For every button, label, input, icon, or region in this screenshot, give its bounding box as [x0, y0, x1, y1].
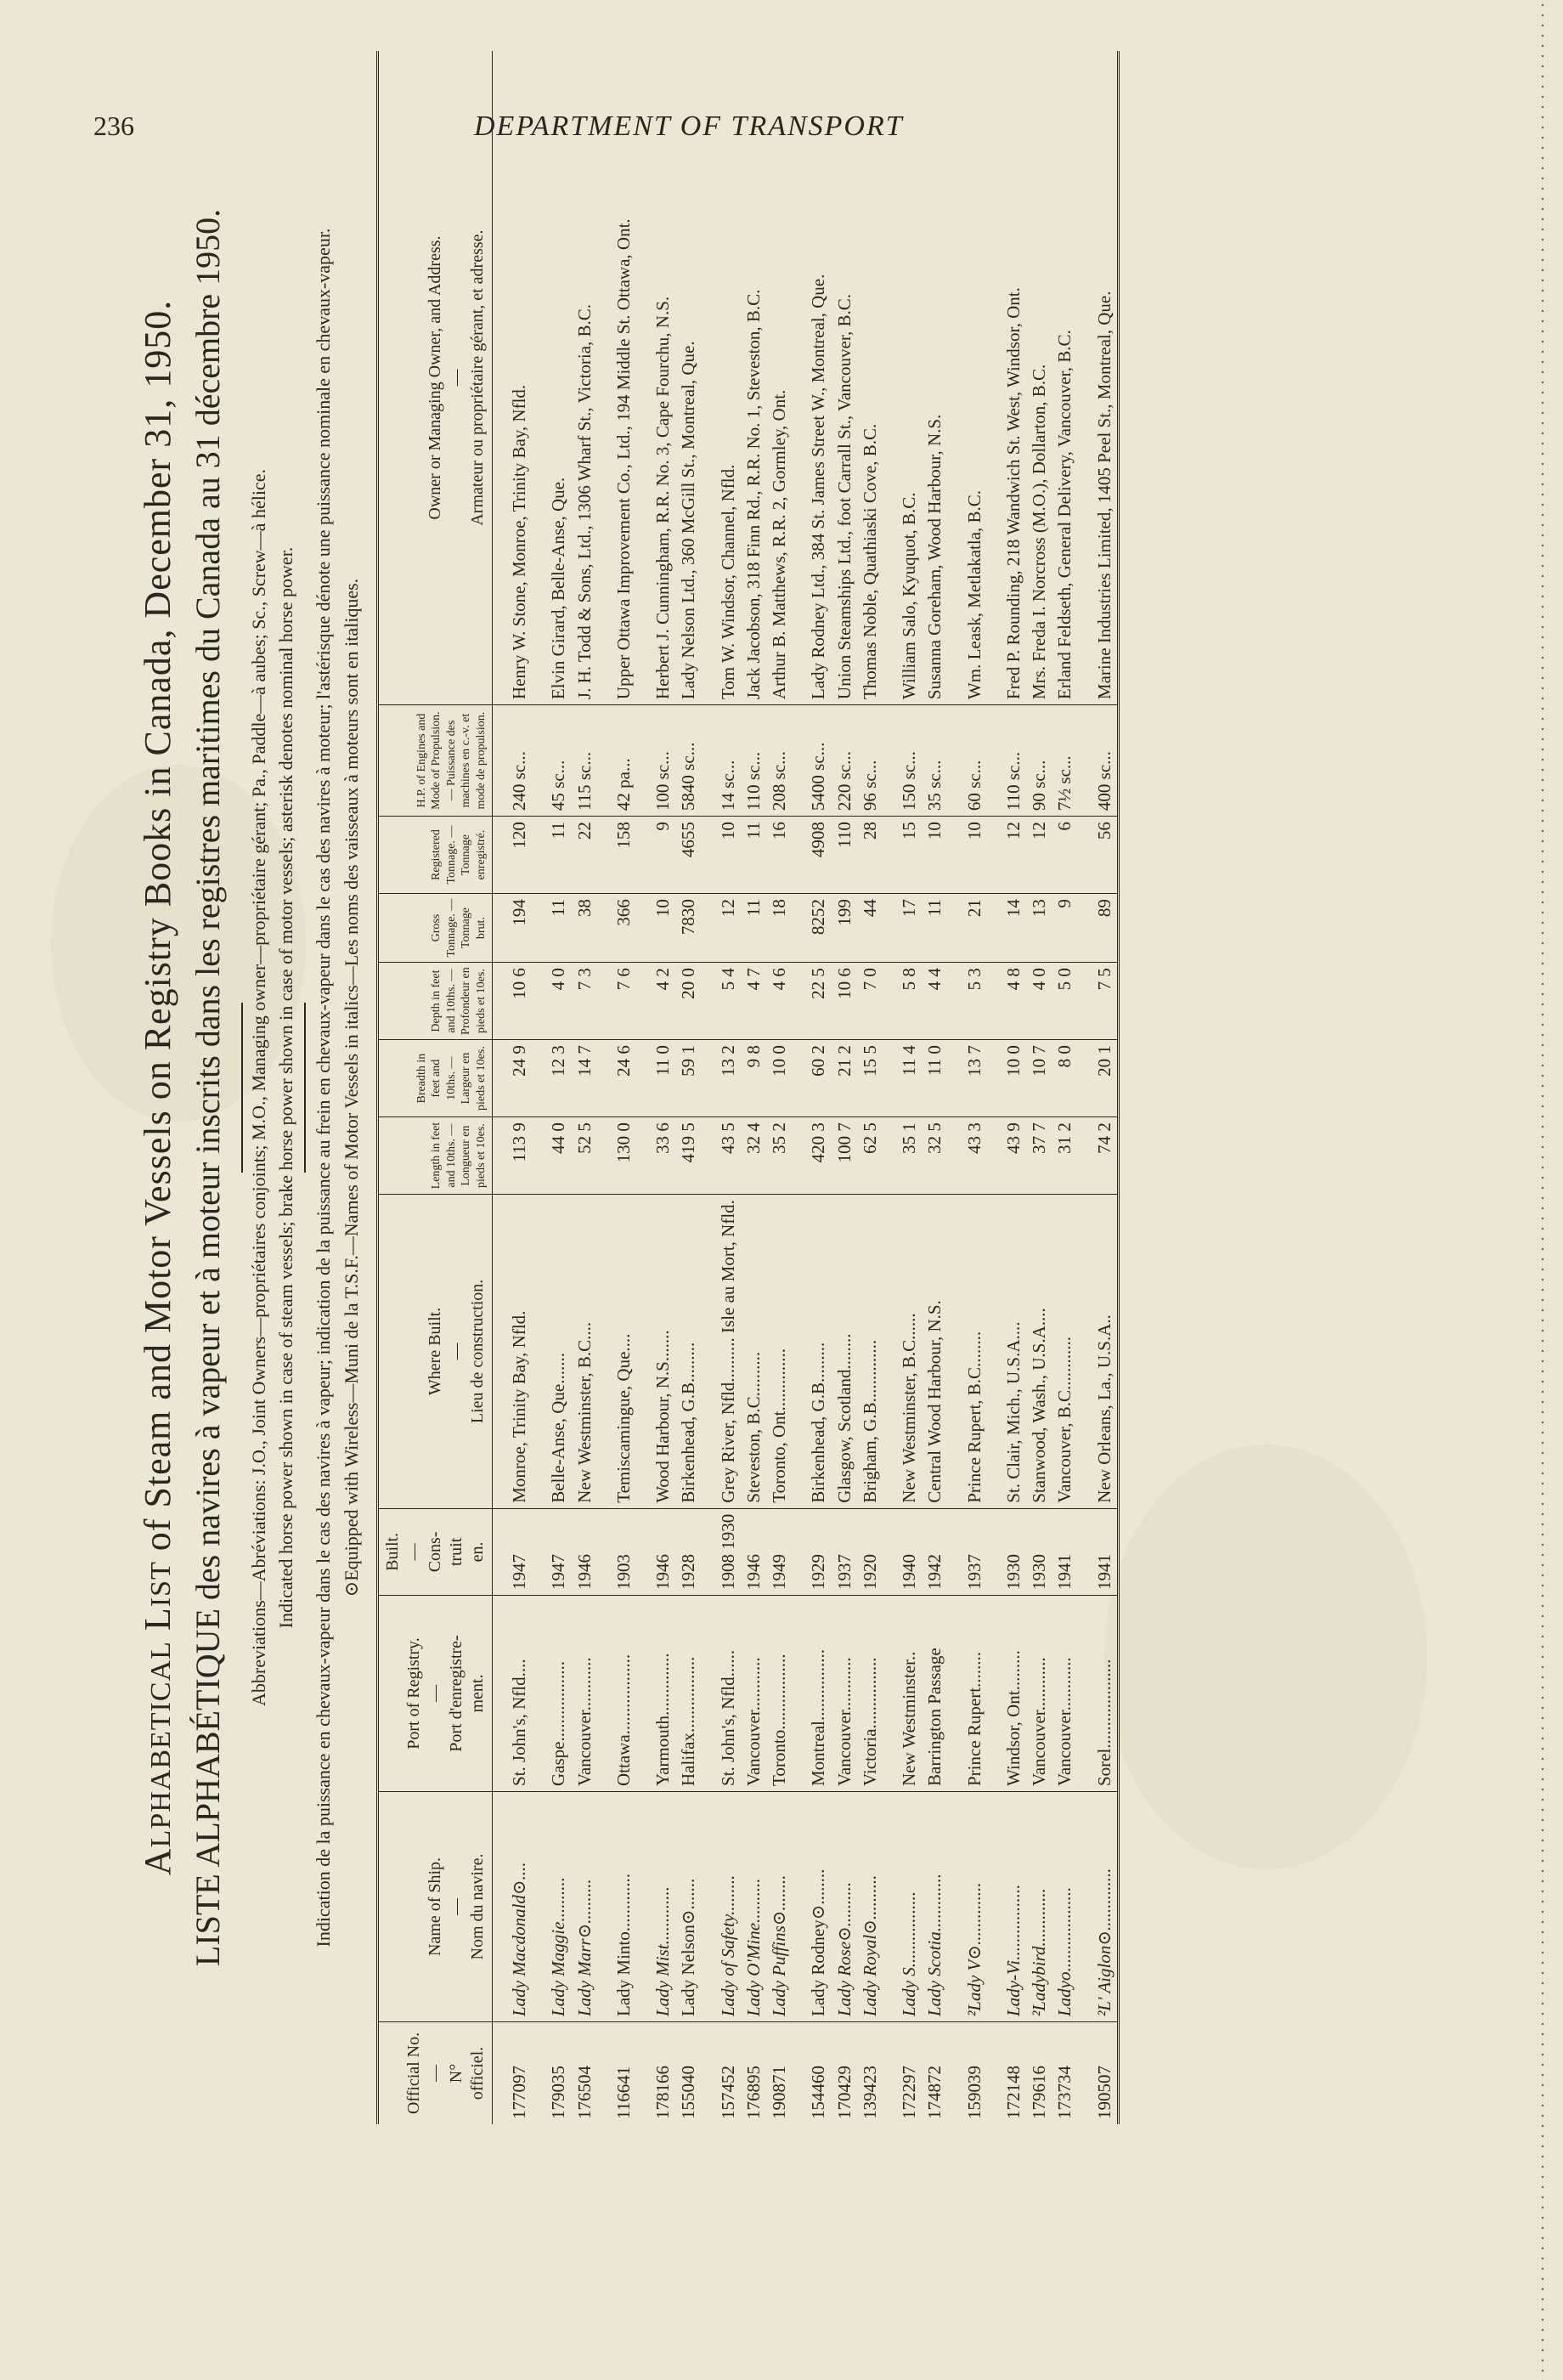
ship-name-cell: Lady Scotia.............: [922, 1792, 947, 2022]
hp-cell: 400 sc...: [1078, 705, 1119, 817]
port-cell: Vancouver............: [741, 1596, 766, 1792]
built-year-cell: 1903: [597, 1508, 636, 1595]
breadth-cell: 59 1: [675, 1040, 701, 1117]
length-cell: 35 1: [883, 1117, 922, 1195]
registered-tonnage-cell: 10: [922, 817, 947, 894]
gross-tonnage-cell: 194: [493, 894, 533, 963]
table-row: [493, 51, 533, 2124]
owner-cell: Marine Industries Limited, 1405 Peel St., Montreal, Que.: [1078, 51, 1119, 705]
port-cell: Windsor, Ont.........: [987, 1596, 1026, 1792]
port-cell: Montreal................: [792, 1596, 831, 1792]
hp-cell: 5400 sc...: [792, 705, 831, 817]
official-no-cell: 170429: [832, 2022, 857, 2125]
col-hp: H.P. of Engines and Mode of Propulsion. — Puissance des machines en c.-v. et mode de propulsion.: [378, 705, 493, 817]
owner-cell: Upper Ottawa Improvement Co., Ltd., 194 Middle St. Ottawa, Ont.: [612, 218, 634, 700]
gross-tonnage-cell: 11: [922, 894, 947, 963]
table-row: [1078, 51, 1119, 2124]
depth-cell: 4 6: [766, 963, 792, 1040]
built-year-cell: 1920: [857, 1508, 883, 1595]
built-year-cell: 1930: [987, 1508, 1026, 1595]
depth-cell: 7 0: [857, 963, 883, 1040]
depth-cell: 4 0: [532, 963, 571, 1040]
col-registered-tonnage: Registered Tonnage. — Tonnage enregistré.: [378, 817, 493, 894]
hp-cell: 110 sc...: [741, 705, 766, 817]
owner-cell: Elvin Girard, Belle-Anse, Que.: [548, 477, 569, 700]
built-year-cell: 1930: [1026, 1508, 1052, 1595]
hp-cell: 45 sc...: [532, 705, 571, 817]
table-row: [597, 51, 636, 2124]
port-cell: Sorel....................: [1078, 1596, 1119, 1792]
official-no-cell: 174872: [922, 2022, 947, 2125]
table-row: [948, 51, 987, 2124]
official-no-cell: 172297: [883, 2022, 922, 2125]
official-no-cell: 178166: [636, 2022, 675, 2125]
official-no-cell: 139423: [857, 2022, 883, 2125]
ship-name-cell: Lady Puffins⊙........: [766, 1792, 792, 2022]
hp-cell: 96 sc...: [857, 705, 883, 817]
built-year-cell: 1929: [792, 1508, 831, 1595]
depth-cell: 5 8: [883, 963, 922, 1040]
where-built-cell: Steveston, B.C..........: [741, 1195, 766, 1509]
col-depth: Depth in feet and 10ths. — Profondeur en pieds et 10es.: [378, 963, 493, 1040]
breadth-cell: 21 2: [832, 1040, 857, 1117]
col-breadth: Breadth in feet and 10ths. — Largeur en pieds et 10es.: [378, 1040, 493, 1117]
where-built-cell: Wood Harbour, N.S.......: [636, 1195, 675, 1509]
ship-name-cell: ²L' Aiglon⊙..............: [1078, 1792, 1119, 2022]
where-built-cell: Glasgow, Scotland........: [832, 1195, 857, 1509]
hp-cell: 208 sc...: [766, 705, 792, 817]
depth-cell: 5 4: [702, 963, 741, 1040]
ship-name-cell: Lady Mist.............: [636, 1792, 675, 2022]
where-built-cell: Belle-Anse, Que.......: [532, 1195, 571, 1509]
length-cell: 130 0: [597, 1117, 636, 1195]
owner-cell: Jack Jacobson, 318 Finn Rd., R.R. No. 1, Steveston, B.C.: [742, 289, 764, 700]
gross-tonnage-cell: 9: [1052, 894, 1077, 963]
registered-tonnage-cell: 9: [636, 817, 675, 894]
owner-cell: Lady Nelson Ltd., 360 McGill St., Montreal, Que.: [678, 341, 699, 700]
gross-tonnage-cell: 18: [766, 894, 792, 963]
breadth-cell: 10 7: [1026, 1040, 1052, 1117]
owner-cell: Mrs. Freda I. Norcross (M.O.), Dollarton, B.C.: [1029, 364, 1050, 700]
length-cell: 31 2: [1052, 1117, 1077, 1195]
table-row: [857, 51, 883, 2124]
vessel-register-table: [376, 51, 1120, 2124]
registered-tonnage-cell: 11: [532, 817, 571, 894]
breadth-cell: 15 5: [857, 1040, 883, 1117]
gross-tonnage-cell: 11: [741, 894, 766, 963]
registered-tonnage-cell: 22: [572, 817, 597, 894]
official-no-cell: 173734: [1052, 2022, 1077, 2125]
registered-tonnage-cell: 15: [883, 817, 922, 894]
port-cell: Yarmouth..............: [636, 1596, 675, 1792]
owner-cell: Herbert J. Cunningham, R.R. No. 3, Cape Fourchu, N.S.: [652, 296, 674, 700]
official-no-cell: 176895: [741, 2022, 766, 2125]
registered-tonnage-cell: 4655: [675, 817, 701, 894]
breadth-cell: 11 0: [636, 1040, 675, 1117]
length-cell: 62 5: [857, 1117, 883, 1195]
owner-cell: Susanna Goreham, Wood Harbour, N.S.: [924, 414, 945, 700]
port-cell: Halifax.................: [675, 1596, 701, 1792]
port-cell: Vancouver............: [572, 1596, 597, 1792]
breadth-cell: 20 1: [1078, 1040, 1119, 1117]
perforation-edge: [1541, 0, 1544, 2380]
gross-tonnage-cell: 89: [1078, 894, 1119, 963]
breadth-cell: 11 0: [922, 1040, 947, 1117]
where-built-cell: Central Wood Harbour, N.S.: [922, 1195, 947, 1509]
length-cell: 52 5: [572, 1117, 597, 1195]
gross-tonnage-cell: 10: [636, 894, 675, 963]
built-year-cell: 1937: [832, 1508, 857, 1595]
depth-cell: 4 7: [741, 963, 766, 1040]
running-head: DEPARTMENT OF TRANSPORT: [474, 110, 904, 142]
table-body: [493, 51, 1119, 2124]
registered-tonnage-cell: 4908: [792, 817, 831, 894]
table-row: [532, 51, 571, 2124]
depth-cell: 4 4: [922, 963, 947, 1040]
gross-tonnage-cell: 8252: [792, 894, 831, 963]
depth-cell: 4 8: [987, 963, 1026, 1040]
length-cell: 74 2: [1078, 1117, 1119, 1195]
ship-name-cell: Lady Rodney⊙........: [792, 1792, 831, 2022]
registered-tonnage-cell: 110: [832, 817, 857, 894]
where-built-cell: Stanwood, Wash., U.S.A....: [1026, 1195, 1052, 1509]
owner-cell: Lady Rodney Ltd., 384 St. James Street W., Montreal, Que.: [808, 274, 829, 700]
table-header-row: [378, 51, 493, 2124]
registered-tonnage-cell: 28: [857, 817, 883, 894]
built-year-cell: 1946: [636, 1508, 675, 1595]
rotated-content: [136, 51, 1427, 2124]
port-cell: Vancouver............: [1052, 1596, 1077, 1792]
owner-cell: Arthur B. Matthews, R.R. 2, Gormley, Ont.: [769, 389, 790, 700]
built-year-cell: 1940: [883, 1508, 922, 1595]
port-cell: Vancouver............: [832, 1596, 857, 1792]
where-built-cell: Monroe, Trinity Bay, Nfld.: [493, 1195, 533, 1509]
where-built-cell: Prince Rupert, B.C........: [948, 1195, 987, 1509]
gross-tonnage-cell: 366: [597, 894, 636, 963]
gross-tonnage-cell: 7830: [675, 894, 701, 963]
port-cell: Victoria................: [857, 1596, 883, 1792]
depth-cell: 7 5: [1078, 963, 1119, 1040]
depth-cell: 5 3: [948, 963, 987, 1040]
port-cell: Gaspe..................: [532, 1596, 571, 1792]
breadth-cell: 14 7: [572, 1040, 597, 1117]
registered-tonnage-cell: 120: [493, 817, 533, 894]
hp-cell: 240 sc...: [493, 705, 533, 817]
table-row: [987, 51, 1026, 2124]
ship-name-cell: Lady O'Mine..........: [741, 1792, 766, 2022]
table-row: [883, 51, 922, 2124]
built-year-cell: 1946: [572, 1508, 597, 1595]
gross-tonnage-cell: 14: [987, 894, 1026, 963]
port-cell: New Westminster..: [883, 1596, 922, 1792]
length-cell: 32 5: [922, 1117, 947, 1195]
owner-cell: Tom W. Windsor, Channel, Nfld.: [717, 464, 738, 700]
ship-name-cell: ²Lady V⊙..............: [948, 1792, 987, 2022]
hp-cell: 5840 sc...: [675, 705, 701, 817]
table-row: [1052, 51, 1077, 2124]
gross-tonnage-cell: 38: [572, 894, 597, 963]
breadth-cell: 13 7: [948, 1040, 987, 1117]
col-built: Built. — Cons- truit en.: [378, 1508, 493, 1595]
registered-tonnage-cell: 10: [702, 817, 741, 894]
col-port: Port of Registry. — Port d'enregistre- ment.: [378, 1596, 493, 1792]
breadth-cell: 60 2: [792, 1040, 831, 1117]
ship-name-cell: Lady Nelson⊙.......: [675, 1792, 701, 2022]
ship-name-cell: Lady S.................: [883, 1792, 922, 2022]
built-year-cell: 1947: [532, 1508, 571, 1595]
hp-cell: 220 sc...: [832, 705, 857, 817]
gross-tonnage-cell: 199: [832, 894, 857, 963]
gross-tonnage-cell: 21: [948, 894, 987, 963]
official-no-cell: 157452: [702, 2022, 741, 2125]
depth-cell: 5 0: [1052, 963, 1077, 1040]
registered-tonnage-cell: 158: [597, 817, 636, 894]
built-year-cell: 1949: [766, 1508, 792, 1595]
length-cell: 33 6: [636, 1117, 675, 1195]
depth-cell: 10 6: [493, 963, 533, 1040]
breadth-cell: 9 8: [741, 1040, 766, 1117]
where-built-cell: Birkenhead, G.B.........: [675, 1195, 701, 1509]
hp-cell: 90 sc...: [1026, 705, 1052, 817]
hp-cell: 60 sc...: [948, 705, 987, 817]
official-no-cell: 116641: [597, 2022, 636, 2125]
where-built-cell: Birkenhead, G.B.........: [792, 1195, 831, 1509]
hp-cell: 42 pa...: [597, 705, 636, 817]
official-no-cell: 154460: [792, 2022, 831, 2125]
col-length: Length in feet and 10ths. — Longueur en pieds et 10es.: [378, 1117, 493, 1195]
hp-cell: 100 sc...: [636, 705, 675, 817]
gross-tonnage-cell: 12: [702, 894, 741, 963]
official-no-cell: 159039: [948, 2022, 987, 2125]
port-cell: Barrington Passage: [922, 1596, 947, 1792]
official-no-cell: 179035: [532, 2022, 571, 2125]
where-built-cell: New Westminster, B.C....: [572, 1195, 597, 1509]
table-row: [572, 51, 597, 2124]
built-year-cell: 1946: [741, 1508, 766, 1595]
registered-tonnage-cell: 10: [948, 817, 987, 894]
official-no-cell: 179616: [1026, 2022, 1052, 2125]
ship-name-cell: Lady of Safety.........: [702, 1792, 741, 2022]
table-row: [636, 51, 675, 2124]
depth-cell: 20 0: [675, 963, 701, 1040]
wireless-note: ⊙Equipped with Wireless—Muni de la T.S.F.—Names of Motor Vessels in italics—Les noms des vaisseaux à moteurs sont en italiques.: [341, 578, 363, 1597]
hp-cell: 14 sc...: [702, 705, 741, 817]
breadth-cell: 24 6: [597, 1040, 636, 1117]
breadth-cell: 12 3: [532, 1040, 571, 1117]
length-cell: 419 5: [675, 1117, 701, 1195]
page-title-french: LISTE ALPHABÉTIQUE des navires à vapeur et à moteur inscrits dans les registres maritimes du Canada au 31 décembre 1950.: [189, 208, 227, 1967]
col-official-no: Official No. — N° officiel.: [378, 2022, 493, 2125]
built-year-cell: 1937: [948, 1508, 987, 1595]
depth-cell: 4 0: [1026, 963, 1052, 1040]
where-built-cell: Toronto, Ont..............: [766, 1195, 792, 1509]
table-row: [832, 51, 857, 2124]
official-no-cell: 190507: [1078, 2022, 1119, 2125]
page-title: ALPHABETICAL LIST of Steam and Motor Vessels on Registry Books in Canada, December 31, 1950.: [137, 299, 178, 1876]
ship-name-cell: ²Ladybird.............: [1026, 1792, 1052, 2022]
port-cell: Ottawa..................: [597, 1596, 636, 1792]
owner-cell: Henry W. Stone, Monroe, Trinity Bay, Nfld.: [509, 384, 530, 700]
built-year-cell: 1928: [675, 1508, 701, 1595]
where-built-cell: New Westminster, B.C......: [883, 1195, 922, 1509]
depth-cell: 7 3: [572, 963, 597, 1040]
registered-tonnage-cell: 11: [741, 817, 766, 894]
breadth-cell: 8 0: [1052, 1040, 1077, 1117]
official-no-cell: 177097: [493, 2022, 533, 2125]
official-no-cell: 172148: [987, 2022, 1026, 2125]
table-row: [766, 51, 792, 2124]
where-built-cell: Grey River, Nfld.......... Isle au Mort, Nfld.: [702, 1195, 741, 1509]
owner-cell: Fred P. Rounding, 218 Wandwich St. West, Windsor, Ont.: [1002, 287, 1024, 700]
breadth-cell: 11 4: [883, 1040, 922, 1117]
where-built-cell: Vancouver, B.C............: [1052, 1195, 1077, 1509]
length-cell: 35 2: [766, 1117, 792, 1195]
where-built-cell: New Orleans, La., U.S.A..: [1078, 1195, 1119, 1509]
built-year-cell: 1947: [493, 1508, 533, 1595]
owner-cell: Erland Feldseth, General Delivery, Vancouver, B.C.: [1054, 330, 1075, 700]
ship-name-cell: Lady Rose⊙..........: [832, 1792, 857, 2022]
registered-tonnage-cell: 6: [1052, 817, 1077, 894]
page-number: 236: [93, 110, 134, 141]
table-row: [741, 51, 766, 2124]
table-row: [1026, 51, 1052, 2124]
title-rule: [241, 1003, 243, 1173]
length-cell: 43 3: [948, 1117, 987, 1195]
col-gross-tonnage: Gross Tonnage. — Tonnage brut.: [378, 894, 493, 963]
port-cell: St. John's, Nfld....: [493, 1596, 533, 1792]
official-no-cell: 176504: [572, 2022, 597, 2125]
table-row: [675, 51, 701, 2124]
breadth-cell: 13 2: [702, 1040, 741, 1117]
depth-cell: 10 6: [832, 963, 857, 1040]
col-owner: Owner or Managing Owner, and Address. — Armateur ou propriétaire gérant, et adresse.: [378, 51, 493, 705]
gross-tonnage-cell: 17: [883, 894, 922, 963]
built-year-cell: 1941: [1078, 1508, 1119, 1595]
length-cell: 32 4: [741, 1117, 766, 1195]
breadth-cell: 10 0: [766, 1040, 792, 1117]
length-cell: 43 9: [987, 1117, 1026, 1195]
breadth-cell: 24 9: [493, 1040, 533, 1117]
ship-name-cell: Lady Royal⊙..........: [857, 1792, 883, 2022]
breadth-cell: 10 0: [987, 1040, 1026, 1117]
ship-name-cell: Lady Maggie..........: [532, 1792, 571, 2022]
where-built-cell: St. Clair, Mich., U.S.A....: [987, 1195, 1026, 1509]
port-cell: Prince Rupert........: [948, 1596, 987, 1792]
built-year-cell: 1942: [922, 1508, 947, 1595]
hp-cell: 110 sc...: [987, 705, 1026, 817]
hp-cell: 7½ sc...: [1052, 705, 1077, 817]
length-cell: 44 0: [532, 1117, 571, 1195]
notes-rule: [304, 1003, 306, 1173]
owner-cell: J. H. Todd & Sons, Ltd., 1306 Wharf St., Victoria, B.C.: [573, 303, 595, 700]
col-where-built: Where Built. — Lieu de construction.: [378, 1195, 493, 1509]
built-year-cell: 1908 1930: [702, 1508, 741, 1595]
gross-tonnage-cell: 44: [857, 894, 883, 963]
ship-name-cell: Lady-Vi.................: [987, 1792, 1026, 2022]
ship-name-cell: Lady Marr⊙..........: [572, 1792, 597, 2022]
gross-tonnage-cell: 11: [532, 894, 571, 963]
owner-cell: Wm. Leask, Metlakatla, B.C.: [963, 489, 985, 700]
ship-name-cell: Lady Minto.............: [597, 1792, 636, 2022]
official-no-cell: 190871: [766, 2022, 792, 2125]
gross-tonnage-cell: 13: [1026, 894, 1052, 963]
registered-tonnage-cell: 56: [1078, 817, 1119, 894]
depth-cell: 22 5: [792, 963, 831, 1040]
registered-tonnage-cell: 16: [766, 817, 792, 894]
french-power-note: Indication de la puissance en chevaux-vapeur dans le cas des navires à vapeur; indication de la puissance au frein en chevaux-vapeur dans le cas des navires à moteur; l'astérisque dénote une puissance nominale en chevaux-vapeur.: [312, 228, 334, 1948]
port-cell: Vancouver............: [1026, 1596, 1052, 1792]
depth-cell: 4 2: [636, 963, 675, 1040]
length-cell: 43 5: [702, 1117, 741, 1195]
length-cell: 420 3: [792, 1117, 831, 1195]
length-cell: 113 9: [493, 1117, 533, 1195]
length-cell: 37 7: [1026, 1117, 1052, 1195]
official-no-cell: 155040: [675, 2022, 701, 2125]
abbreviations-note: Abbreviations—Abréviations: J.O., Joint Owners—propriétaires conjoints; M.O., Managing owner—propriétaire gérant; Pa., Paddle—à aubes; Sc., Screw—à hélice.: [248, 469, 269, 1706]
length-cell: 100 7: [832, 1117, 857, 1195]
hp-cell: 115 sc...: [572, 705, 597, 817]
table-row: [702, 51, 741, 2124]
registered-tonnage-cell: 12: [987, 817, 1026, 894]
ship-name-cell: Lady Macdonald⊙....: [493, 1792, 533, 2022]
built-year-cell: 1941: [1052, 1508, 1077, 1595]
port-cell: St. John's, Nfld......: [702, 1596, 741, 1792]
depth-cell: 7 6: [597, 963, 636, 1040]
owner-cell: Thomas Noble, Quathiaski Cove, B.C.: [859, 423, 880, 700]
table-row: [792, 51, 831, 2124]
table-row: [922, 51, 947, 2124]
hp-cell: 35 sc...: [922, 705, 947, 817]
registered-tonnage-cell: 12: [1026, 817, 1052, 894]
ship-name-cell: Ladyo...................: [1052, 1792, 1077, 2022]
port-cell: Toronto.................: [766, 1596, 792, 1792]
col-name: Name of Ship. — Nom du navire.: [378, 1792, 493, 2022]
owner-cell: Union Steamships Ltd., foot Carrall St., Vancouver, B.C.: [833, 294, 855, 700]
hp-cell: 150 sc...: [883, 705, 922, 817]
where-built-cell: Brigham, G.B..............: [857, 1195, 883, 1509]
owner-cell: William Salo, Kyuquot, B.C.: [899, 492, 920, 700]
horse-power-note: Indicated horse power shown in case of steam vessels; brake horse power shown in case of motor vessels; asterisk denotes nominal horse power.: [275, 546, 296, 1629]
where-built-cell: Temiscamingue, Que....: [597, 1195, 636, 1509]
